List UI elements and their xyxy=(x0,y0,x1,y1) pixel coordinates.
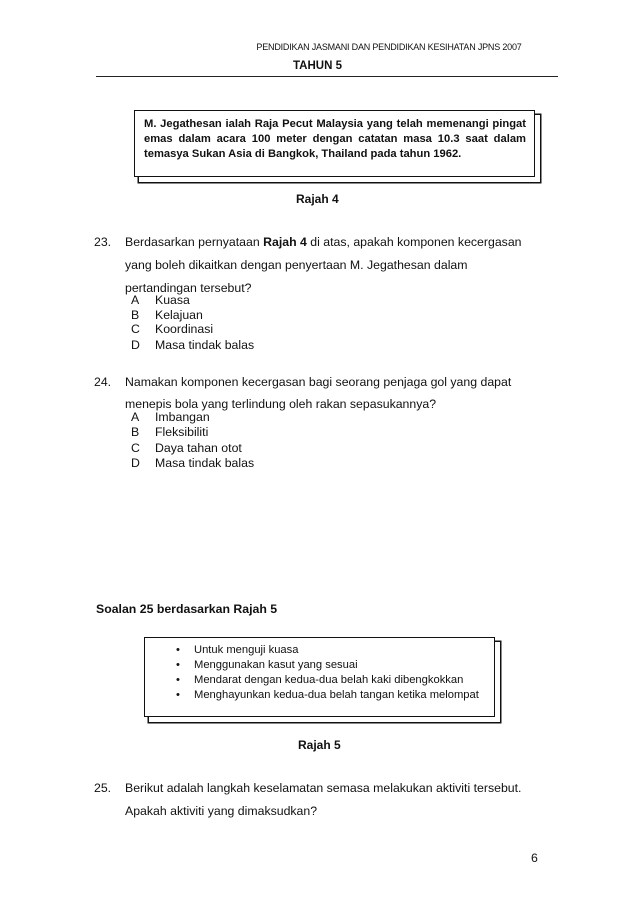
figure-reference: Rajah 4 xyxy=(263,235,307,249)
header-divider xyxy=(96,76,558,77)
figure-4-box xyxy=(134,110,535,177)
q24-option-a-text: Imbangan xyxy=(155,410,210,424)
q23-option-d-letter: D xyxy=(131,338,140,352)
question-24-line-1: Namakan komponen kecergasan bagi seorang penjaga gol yang dapat xyxy=(125,375,512,389)
question-24-number: 24. xyxy=(94,375,112,389)
q24-option-a-letter: A xyxy=(131,410,140,424)
q23-option-c-text: Koordinasi xyxy=(155,322,214,336)
q23-option-a-text: Kuasa xyxy=(155,293,190,307)
bullet-item: • Mendarat dengan kedua-dua belah kaki dibengkokkan xyxy=(176,674,464,686)
q23-option-c-letter: C xyxy=(131,322,140,336)
q23-option-b-text: Kelajuan xyxy=(155,308,203,322)
question-23-line-2: yang boleh dikaitkan dengan penyertaan M. Jegathesan dalam xyxy=(125,258,468,272)
q23-option-d-text: Masa tindak balas xyxy=(155,338,255,352)
section-25-title: Soalan 25 berdasarkan Rajah 5 xyxy=(96,602,278,616)
question-25-number: 25. xyxy=(94,781,112,795)
q24-option-c-letter: C xyxy=(131,441,140,455)
year-heading: TAHUN 5 xyxy=(293,60,342,72)
q24-option-d-letter: D xyxy=(131,456,140,470)
question-23-line-3: pertandingan tersebut? xyxy=(125,281,252,295)
bullet-icon: • xyxy=(176,659,180,671)
figure-5-caption: Rajah 5 xyxy=(298,738,341,752)
q23-option-a-letter: A xyxy=(131,293,140,307)
q24-option-c-text: Daya tahan otot xyxy=(155,441,242,455)
q23-option-b-letter: B xyxy=(131,308,140,322)
q24-option-b-letter: B xyxy=(131,425,140,439)
running-header: PENDIDIKAN JASMANI DAN PENDIDIKAN KESIHATAN JPNS 2007 xyxy=(256,42,522,52)
bullet-item: • Menggunakan kasut yang sesuai xyxy=(176,659,358,671)
page-number: 6 xyxy=(531,851,538,865)
bullet-icon: • xyxy=(176,674,180,686)
q24-option-b-text: Fleksibiliti xyxy=(155,425,209,439)
q24-option-d-text: Masa tindak balas xyxy=(155,456,255,470)
bullet-item: • Menghayunkan kedua-dua belah tangan ketika melompat xyxy=(176,689,479,701)
question-24-line-2: menepis bola yang terlindung oleh rakan sepasukannya? xyxy=(125,397,437,411)
bullet-item: • Untuk menguji kuasa xyxy=(176,644,299,656)
figure-4-text: M. Jegathesan ialah Raja Pecut Malaysia yang telah memenangi pingat emas dalam acara 100 meter dengan catatan masa 10.3 saat dalam temasya Sukan Asia di Bangkok, Thailand pada tahun 1962. xyxy=(144,118,526,160)
bullet-icon: • xyxy=(176,689,180,701)
bullet-icon: • xyxy=(176,644,180,656)
question-23-number: 23. xyxy=(94,235,112,249)
question-25-line-2: Apakah aktiviti yang dimaksudkan? xyxy=(125,804,318,818)
figure-5-bullet-list xyxy=(155,643,488,703)
question-23-line-1: Berdasarkan pernyataan Rajah 4 di atas, apakah komponen kecergasan xyxy=(125,235,522,249)
figure-4-caption: Rajah 4 xyxy=(296,192,339,206)
question-25-line-1: Berikut adalah langkah keselamatan semasa melakukan aktiviti tersebut. xyxy=(125,781,522,795)
figure-5-box xyxy=(144,637,495,717)
